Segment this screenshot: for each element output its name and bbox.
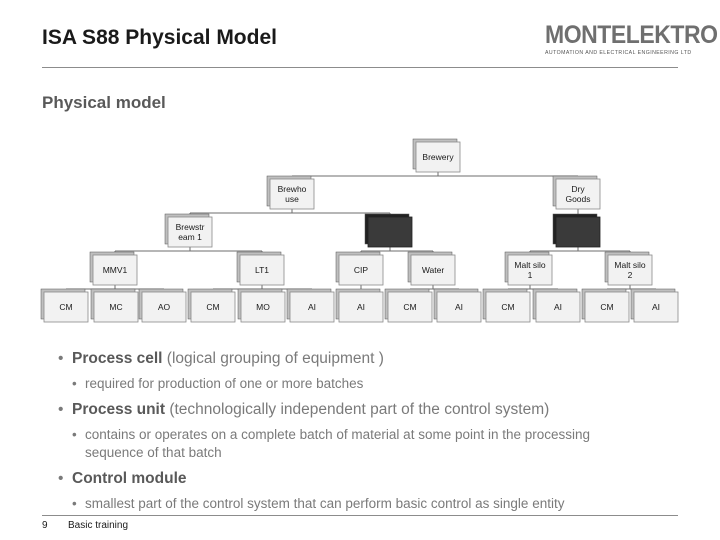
bullet-list	[58, 349, 698, 520]
node-label: MMV1	[102, 265, 128, 275]
section-subtitle: Physical model	[42, 93, 166, 112]
node-label: Dry Goods	[565, 184, 591, 204]
node-mmv1-cm	[41, 289, 88, 322]
node-water-ai	[434, 289, 481, 322]
bullet-text: smallest part of the control system that can perform basic control as single entity	[85, 496, 565, 511]
node-label: Malt silo 1	[514, 260, 546, 280]
node-lt1-mo	[238, 289, 285, 322]
node-label: Brewho use	[277, 184, 307, 204]
bullet-text: (logical grouping of equipment )	[162, 350, 384, 367]
connector-brewhouse	[190, 209, 390, 217]
node-lt1	[237, 252, 284, 285]
node-ms2-cm	[582, 289, 629, 322]
node-ms2-ai	[631, 289, 678, 322]
node-ms1-ai	[533, 289, 580, 322]
node-brewhouse	[267, 176, 314, 209]
node-brewstream1	[165, 214, 212, 247]
node-cip	[336, 252, 383, 285]
bullet-process-unit: • Process unit (technologically independent part of the control system)	[58, 401, 550, 418]
logo-tagline: AUTOMATION AND ELECTRICAL ENGINEERING LTD	[545, 50, 692, 56]
node-lt1-cm	[188, 289, 235, 322]
node-dark2	[553, 214, 600, 247]
bullet-process-cell: • Process cell (logical grouping of equipment )	[58, 350, 384, 367]
bullet-text: contains or operates on a complete batch of material at some point in the processing sequence of that batch	[85, 427, 591, 460]
node-label: CIP	[353, 265, 369, 275]
node-brewery	[413, 139, 460, 172]
node-label: MC	[109, 302, 123, 312]
node-mmv1	[90, 252, 137, 285]
node-water	[408, 252, 455, 285]
node-label: AI	[651, 302, 661, 312]
bullet-control-module: • Control module	[58, 470, 187, 487]
node-label: CM	[501, 302, 515, 312]
node-box	[368, 217, 412, 247]
node-label: CM	[600, 302, 614, 312]
footer-divider	[42, 515, 678, 516]
bullet-process-cell-detail: • required for production of one or more batches	[72, 376, 364, 391]
node-label: AI	[454, 302, 464, 312]
node-lt1-ai	[287, 289, 334, 322]
footer-label: Basic training	[68, 520, 129, 531]
node-label: Water	[421, 265, 445, 275]
bullet-text: required for production of one or more batches	[85, 376, 364, 391]
node-label: AI	[553, 302, 563, 312]
node-cip-ai	[336, 289, 383, 322]
node-label: CM	[59, 302, 73, 312]
node-label: CM	[206, 302, 220, 312]
bullet-control-module-detail: • smallest part of the control system that can perform basic control as single entity	[72, 496, 565, 511]
node-label: Brewery	[422, 152, 454, 162]
page-number: 9	[42, 520, 48, 531]
bullet-term: Process unit	[72, 401, 166, 418]
node-ms1-cm	[483, 289, 530, 322]
node-label: Brewstr eam 1	[175, 222, 205, 242]
node-label: Malt silo 2	[614, 260, 646, 280]
connector-brewery	[292, 172, 578, 179]
node-water-cm	[385, 289, 432, 322]
node-mmv1-ao	[139, 289, 186, 322]
node-label: AI	[307, 302, 317, 312]
node-maltsilo1	[505, 252, 552, 285]
node-maltsilo2	[605, 252, 652, 285]
bullet-term: Process cell	[72, 350, 163, 367]
node-label: LT1	[254, 265, 270, 275]
node-mmv1-mc	[91, 289, 138, 322]
node-label: AO	[157, 302, 171, 312]
node-label: CM	[403, 302, 417, 312]
node-label: AI	[356, 302, 366, 312]
bullet-text: (technologically independent part of the control system)	[165, 401, 550, 418]
bullet-term: Control module	[72, 470, 187, 487]
slide-title: ISA S88 Physical Model	[42, 26, 277, 49]
node-label: MO	[256, 302, 270, 312]
node-dark1	[365, 214, 412, 247]
node-drygoods	[553, 176, 600, 209]
bullet-process-unit-detail: • contains or operates on a complete batch of material at some point in the processing sequence of that batch	[72, 427, 591, 460]
node-box	[556, 217, 600, 247]
logo-brand: MONTELEKTRO	[545, 21, 718, 49]
